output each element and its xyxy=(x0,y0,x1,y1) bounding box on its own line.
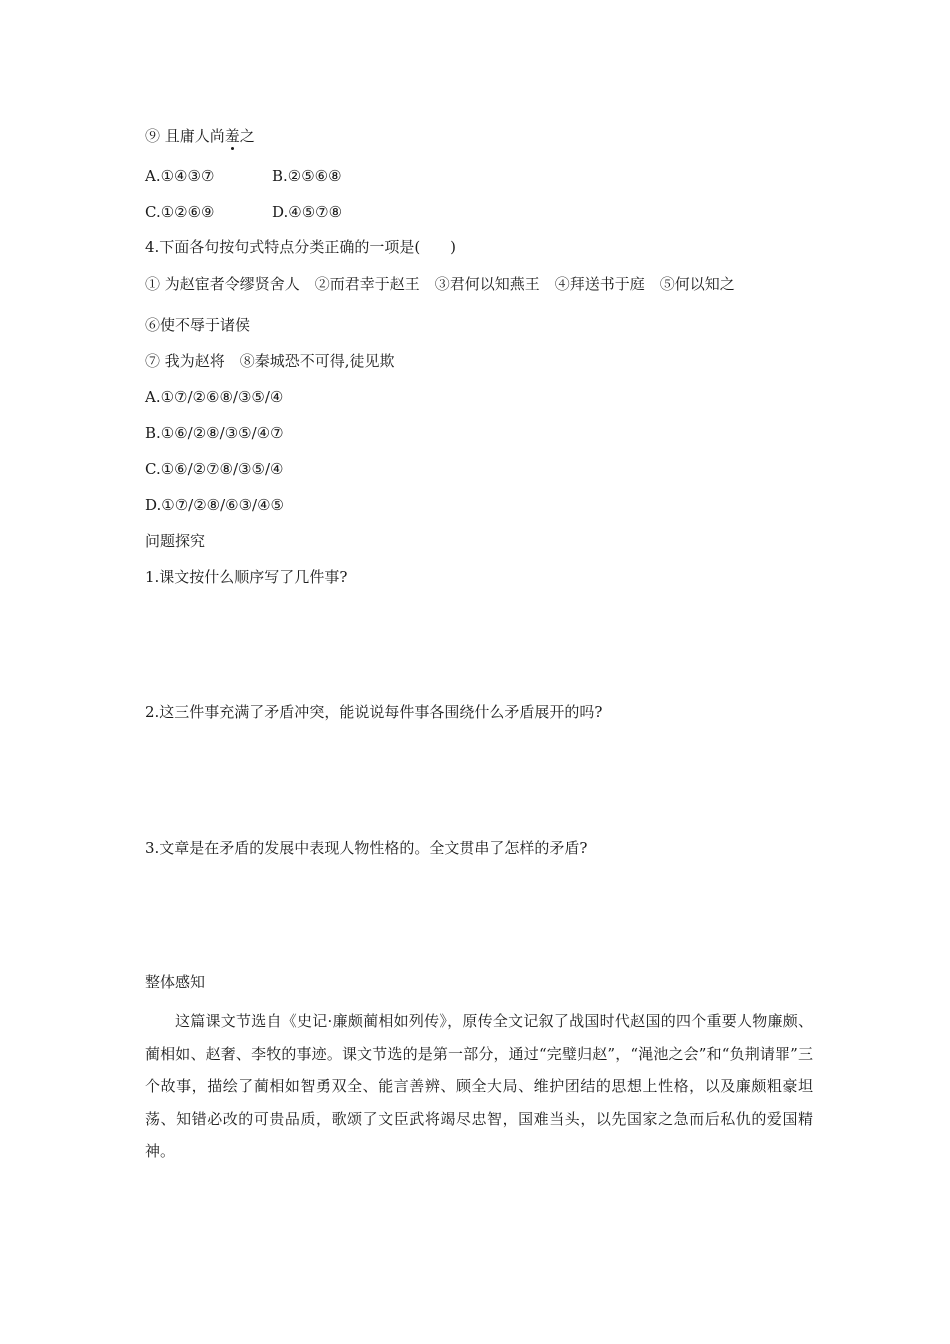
q4-option-b: B.①⑥/②⑧/③⑤/④⑦ xyxy=(145,424,284,442)
q3-item-9-suffix: 之 xyxy=(239,127,255,145)
q3-options-row-2 xyxy=(145,202,343,222)
q3-options-row-1 xyxy=(145,166,342,186)
q4-option-a: A.①⑦/②⑥⑧/③⑤/④ xyxy=(145,388,284,406)
q4-option-c: C.①⑥/②⑦⑧/③⑤/④ xyxy=(145,460,284,478)
q3-item-9 xyxy=(145,126,255,146)
emphasis-dotted-char: 羞 xyxy=(224,127,240,145)
inquiry-question-1: 1.课文按什么顺序写了几件事? xyxy=(145,568,348,586)
q3-option-b: B.②⑤⑥⑧ xyxy=(272,167,342,185)
q4-sentences-line-2: ⑥使不辱于诸侯 xyxy=(145,316,251,334)
q4-stem: 4.下面各句按句式特点分类正确的一项是( ) xyxy=(145,238,457,256)
q4-sentences-line-3: ⑦ 我为赵将 ⑧秦城恐不可得,徒见欺 xyxy=(145,352,395,370)
q3-option-c: C.①②⑥⑨ xyxy=(145,203,215,221)
q3-option-d: D.④⑤⑦⑧ xyxy=(272,203,343,221)
overview-heading: 整体感知 xyxy=(145,973,206,991)
q3-option-a: A.①④③⑦ xyxy=(145,167,215,185)
inquiry-heading: 问题探究 xyxy=(145,532,206,550)
q4-sentences-line-1: ① 为赵宦者令缪贤舍人 ②而君幸于赵王 ③君何以知燕王 ④拜送书于庭 ⑤何以知之 xyxy=(145,275,735,293)
overview-paragraph: 这篇课文节选自《史记·廉颇蔺相如列传》，原传全文记叙了战国时代赵国的四个重要人物廉颇、蔺相如、赵奢、李牧的事迹。课文节选的是第一部分，通过“完璧归赵”，“渑池之会”和“负荆请罪”三个故事，描绘了蔺相如智勇双全、能言善辨、顾全大局、维护团结的思想上性格，以及廉颇粗豪坦荡、知错必改的可贵品质，歌颂了文臣武将竭尽忠智，国难当头，以先国家之急而后私仇的爱国精神。 xyxy=(145,1012,813,1160)
q4-option-d: D.①⑦/②⑧/⑥③/④⑤ xyxy=(145,496,284,514)
q3-item-9-prefix: ⑨ 且庸人尚 xyxy=(145,127,225,145)
inquiry-question-3: 3.文章是在矛盾的发展中表现人物性格的。全文贯串了怎样的矛盾? xyxy=(145,839,588,857)
inquiry-question-2: 2.这三件事充满了矛盾冲突，能说说每件事各围绕什么矛盾展开的吗? xyxy=(145,703,603,721)
